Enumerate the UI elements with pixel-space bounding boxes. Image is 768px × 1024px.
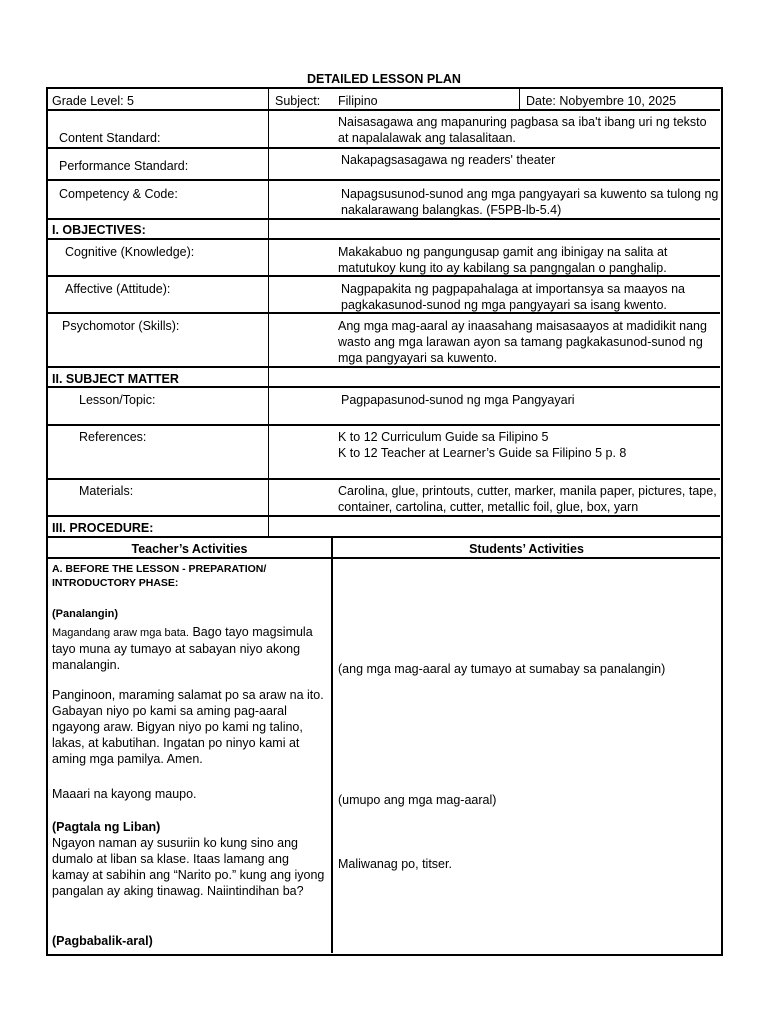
liban-text: Ngayon naman ay susuriin ko kung sino ang dumalo at liban sa klase. Itaas lamang ang kamay at sabihin ang “Narito po.” kung ang iyong pangalan ay aking tinawag. Naiintindihan ba? (52, 836, 325, 898)
row-divider (47, 515, 720, 517)
row-divider (47, 366, 720, 368)
row-divider (47, 238, 720, 240)
student-prayer-response: (ang mga mag-aaral ay tumayo at sumabay sa panalangin) (338, 662, 666, 676)
performance-standard-value: Nakapagsasagawa ng readers' theater (341, 153, 556, 167)
phase-title: A. BEFORE THE LESSON - PREPARATION/ INTRODUCTORY PHASE: (52, 563, 267, 589)
row-divider (47, 109, 720, 111)
panalangin-greeting: Magandang araw mga bata. (52, 627, 189, 639)
subject-label: Subject: (275, 94, 321, 108)
student-sit-response: (umupo ang mga mag-aaral) (338, 793, 497, 807)
row-divider (47, 557, 720, 559)
prayer-text: Panginoon, maraming salamat po sa araw na ito. Gabayan niyo po kami sa aming pag-aaral ngayong araw. Bigyan niyo po kami ng talino, lakas, at kabutihan. Ingatan po ninyo kami at aming mga pamilya. Amen. (52, 688, 324, 766)
content-standard-value: Naisasagawa ang mapanuring pagbasa sa iba't ibang uri ng teksto at napalalawak ang talasalitaan. (338, 115, 707, 145)
lesson-topic-value: Pagpapasunod-sunod ng mga Pangyayari (341, 393, 575, 407)
panalangin-instruction: Bago tayo magsimula tayo muna ay tumayo at sabayan niyo akong manalangin. (52, 625, 313, 672)
row-divider (47, 478, 720, 480)
content-standard-label: Content Standard: (59, 131, 161, 145)
page-title: DETAILED LESSON PLAN (307, 72, 461, 86)
competency-value: Napagsusunod-sunod ang mga pangyayari sa kuwento sa tulong ng nakalarawang balangkas. (F5PB-lb-5.4) (341, 187, 719, 217)
procedure-heading: III. PROCEDURE: (52, 521, 154, 535)
sit-instruction: Maaari na kayong maupo. (52, 787, 197, 801)
materials-label: Materials: (79, 484, 134, 498)
column-divider (268, 88, 269, 537)
row-divider (47, 179, 720, 181)
liban-title: (Pagtala ng Liban) (52, 820, 161, 834)
materials-value: Carolina, glue, printouts, cutter, marker, manila paper, pictures, tape, container, cartolina, cutter, metallic foil, glue, box, yarn (338, 484, 717, 514)
student-reply: Maliwanag po, titser. (338, 857, 452, 871)
students-activities-header: Students’ Activities (469, 542, 584, 556)
lesson-topic-label: Lesson/Topic: (79, 393, 156, 407)
references-label: References: (79, 430, 147, 444)
performance-standard-label: Performance Standard: (59, 159, 189, 173)
psychomotor-value: Ang mga mag-aaral ay inaasahang maisasaayos at madidikit nang wasto ang mga larawan ayon sa tamang pagkakasunod-sunod ng mga pangyayari sa kuwento. (338, 319, 707, 365)
psychomotor-label: Psychomotor (Skills): (62, 319, 180, 333)
row-divider (47, 424, 720, 426)
panalangin-title: (Panalangin) (52, 608, 119, 620)
subject-value: Filipino (338, 94, 378, 108)
balik-aral-title: (Pagbabalik-aral) (52, 934, 153, 948)
references-line-2: K to 12 Teacher at Learner’s Guide sa Filipino 5 p. 8 (338, 446, 627, 460)
teacher-activities-header: Teacher’s Activities (131, 542, 248, 556)
subject-matter-heading: II. SUBJECT MATTER (52, 372, 179, 386)
date: Date: Nobyembre 10, 2025 (526, 94, 677, 108)
cognitive-value: Makakabuo ng pangungusap gamit ang ibinigay na salita at matutukoy kung ito ay kabilang sa pangngalan o panghalip. (338, 245, 668, 275)
row-divider (47, 147, 720, 149)
panalangin-text (52, 624, 328, 673)
objectives-heading: I. OBJECTIVES: (52, 223, 146, 237)
column-divider (331, 537, 333, 953)
competency-label: Competency & Code: (59, 187, 178, 201)
row-divider (47, 218, 720, 220)
affective-value: Nagpapakita ng pagpapahalaga at importansya sa maayos na pagkakasunod-sunod ng mga pangyayari sa isang kwento. (341, 282, 685, 312)
references-line-1: K to 12 Curriculum Guide sa Filipino 5 (338, 430, 549, 444)
grade-level: Grade Level: 5 (52, 94, 134, 108)
affective-label: Affective (Attitude): (65, 282, 171, 296)
cognitive-label: Cognitive (Knowledge): (65, 245, 195, 259)
column-divider (519, 88, 520, 109)
